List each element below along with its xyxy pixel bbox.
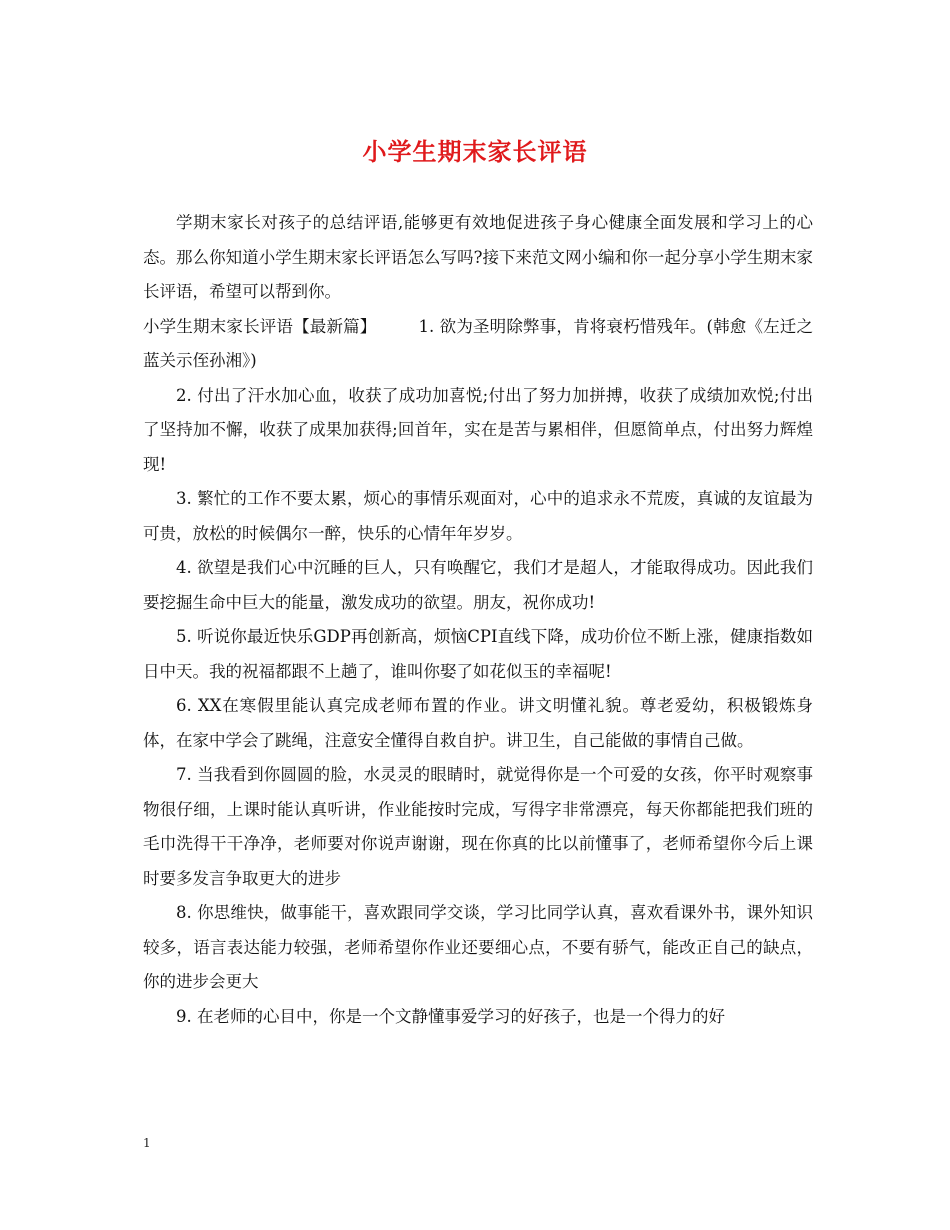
list-item: 1. 欲为圣明除弊事，肯将衰朽惜残年。(韩愈《左迁之蓝关示侄孙湘》): [143, 316, 813, 370]
list-item: 7. 当我看到你圆圆的脸，水灵灵的眼睛时，就觉得你是一个可爱的女孩，你平时观察事物很仔细，上课时能认真听讲，作业能按时完成，写得字非常漂亮，每天你都能把我们班的毛巾洗得干干净净，老师要对你说声谢谢，现在你真的比以前懂事了，老师希望你今后上课时要多发言争取更大的进步: [143, 765, 813, 888]
list-item: 5. 听说你最近快乐GDP再创新高，烦恼CPI直线下降，成功价位不断上涨，健康指数如日中天。我的祝福都跟不上趟了，谁叫你娶了如花似玉的幸福呢!: [143, 627, 813, 681]
list-item: 2. 付出了汗水加心血，收获了成功加喜悦;付出了努力加拼搏，收获了成绩加欢悦;付出了坚持加不懈，收获了成果加获得;回首年，实在是苦与累相伴，但愿简单点，付出努力辉煌现!: [143, 385, 813, 474]
list-item: 3. 繁忙的工作不要太累，烦心的事情乐观面对，心中的追求永不荒废，真诚的友谊最为可贵，放松的时候偶尔一醉，快乐的心情年年岁岁。: [143, 489, 813, 543]
list-item: 4. 欲望是我们心中沉睡的巨人，只有唤醒它，我们才是超人，才能取得成功。因此我们要挖掘生命中巨大的能量，激发成功的欲望。朋友，祝你成功!: [143, 558, 813, 612]
intro-paragraph: 学期末家长对孩子的总结评语,能够更有效地促进孩子身心健康全面发展和学习上的心态。那么你知道小学生期末家长评语怎么写吗?接下来范文网小编和你一起分享小学生期末家长评语，希望可以帮到你。: [143, 213, 813, 301]
section-paragraph: [143, 310, 813, 379]
list-item: 6. XX在寒假里能认真完成老师布置的作业。讲文明懂礼貌。尊老爱幼，积极锻炼身体，在家中学会了跳绳，注意安全懂得自救自护。讲卫生，自己能做的事情自己做。: [143, 696, 813, 750]
document-body: [143, 206, 813, 1034]
page-number: 1: [143, 1136, 151, 1150]
list-item: 8. 你思维快，做事能干，喜欢跟同学交谈，学习比同学认真，喜欢看课外书，课外知识较多，语言表达能力较强，老师希望你作业还要细心点，不要有骄气，能改正自己的缺点，你的进步会更大: [143, 903, 813, 991]
list-item: 9. 在老师的心目中，你是一个文静懂事爱学习的好孩子，也是一个得力的好: [176, 1006, 725, 1026]
section-heading: 小学生期末家长评语【最新篇】: [143, 316, 377, 336]
document-title: 小学生期末家长评语: [362, 137, 588, 166]
